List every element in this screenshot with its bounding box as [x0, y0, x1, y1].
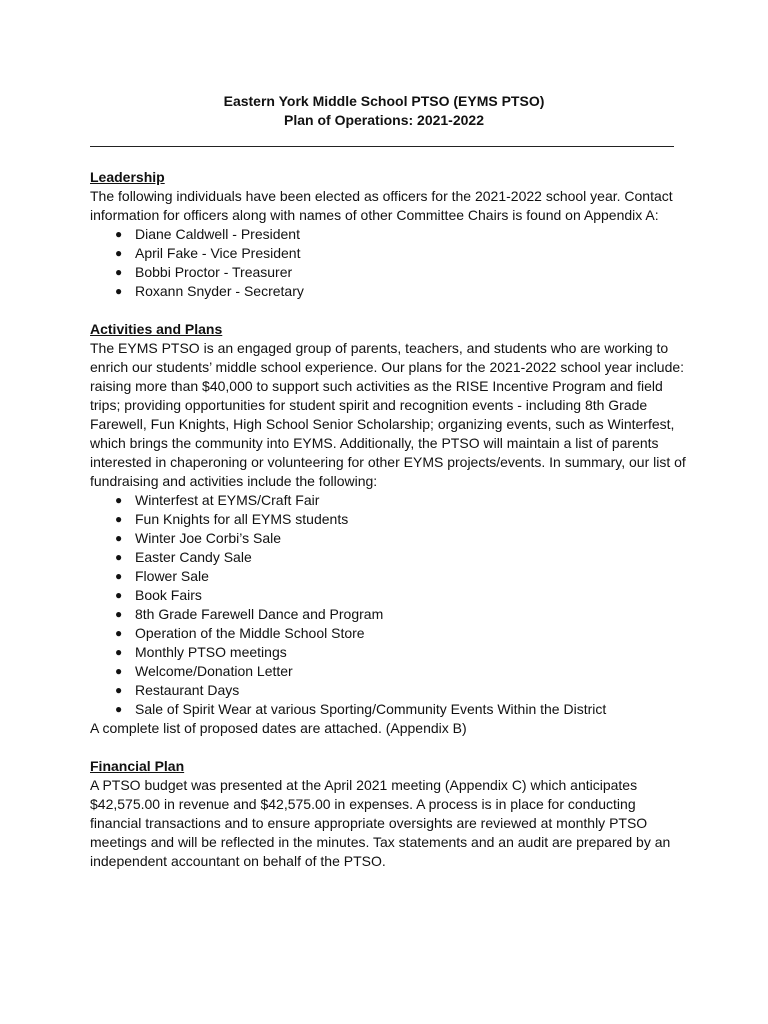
list-item: ● Fun Knights for all EYMS students: [115, 511, 349, 527]
activities-closing: A complete list of proposed dates are attached. (Appendix B): [90, 720, 467, 736]
document-title: Eastern York Middle School PTSO (EYMS PTSO): [223, 93, 545, 109]
bullet-icon: ●: [115, 588, 123, 602]
document-body: [90, 168, 690, 871]
list-item: ● Welcome/Donation Letter: [115, 663, 293, 679]
leadership-intro: The following individuals have been elected as officers for the 2021-2022 school year. Contact information for officers along with names of other Committee Chairs is found on Appendix A:: [90, 188, 673, 223]
bullet-icon: ●: [115, 512, 123, 526]
list-item: ● Bobbi Proctor - Treasurer: [115, 264, 293, 280]
document-subtitle: Plan of Operations: 2021-2022: [284, 112, 484, 128]
list-item: ● Monthly PTSO meetings: [115, 644, 287, 660]
bullet-icon: ●: [115, 284, 123, 298]
bullet-icon: ●: [115, 531, 123, 545]
bullet-icon: ●: [115, 683, 123, 697]
bullet-icon: ●: [115, 626, 123, 640]
bullet-icon: ●: [115, 607, 123, 621]
list-item: ● Easter Candy Sale: [115, 549, 252, 565]
list-item: ● Winter Joe Corbi’s Sale: [115, 530, 282, 546]
bullet-icon: ●: [115, 664, 123, 678]
bullet-icon: ●: [115, 645, 123, 659]
list-item: ● Winterfest at EYMS/Craft Fair: [115, 492, 320, 508]
list-item: ● April Fake - Vice President: [115, 245, 301, 261]
list-item: ● Sale of Spirit Wear at various Sporting/Community Events Within the District: [115, 701, 607, 717]
activity-list: [90, 491, 690, 719]
title-divider: [90, 146, 674, 147]
activities-heading: Activities and Plans: [90, 321, 223, 337]
leadership-heading: Leadership: [90, 169, 165, 185]
list-item: ● Book Fairs: [115, 587, 202, 603]
leadership-section: [90, 168, 690, 301]
officer-list: [90, 225, 690, 301]
list-item: ● Diane Caldwell - President: [115, 226, 300, 242]
list-item: ● Restaurant Days: [115, 682, 240, 698]
bullet-icon: ●: [115, 550, 123, 564]
list-item: ● Flower Sale: [115, 568, 209, 584]
bullet-icon: ●: [115, 702, 123, 716]
bullet-icon: ●: [115, 569, 123, 583]
activities-intro: The EYMS PTSO is an engaged group of parents, teachers, and students who are working to enrich our students’ middle school experience. Our plans for the 2021-2022 school year include: raising more than $40,000 to support such activities as the RISE Incentive Program and field trips; providing opportunities for student spirit and recognition events - including 8th Grade Farewell, Fun Knights, High School Senior Scholarship; organizing events, such as Winterfest, which brings the community into EYMS. Additionally, the PTSO will maintain a list of parents interested in chaperoning or volunteering for other EYMS projects/events. In summary, our list of fundraising and activities include the following:: [90, 340, 686, 489]
financial-section: [90, 757, 690, 871]
list-item: ● Operation of the Middle School Store: [115, 625, 365, 641]
financial-body: A PTSO budget was presented at the April 2021 meeting (Appendix C) which anticipates $42,575.00 in revenue and $42,575.00 in expenses. A process is in place for conducting financial transactions and to ensure appropriate oversights are reviewed at monthly PTSO meetings and will be reflected in the minutes. Tax statements and an audit are prepared by an independent accountant on behalf of the PTSO.: [90, 777, 671, 869]
bullet-icon: ●: [115, 265, 123, 279]
bullet-icon: ●: [115, 227, 123, 241]
activities-section: [90, 320, 690, 738]
bullet-icon: ●: [115, 246, 123, 260]
bullet-icon: ●: [115, 493, 123, 507]
list-item: ● Roxann Snyder - Secretary: [115, 283, 304, 299]
list-item: ● 8th Grade Farewell Dance and Program: [115, 606, 384, 622]
financial-heading: Financial Plan: [90, 758, 185, 774]
